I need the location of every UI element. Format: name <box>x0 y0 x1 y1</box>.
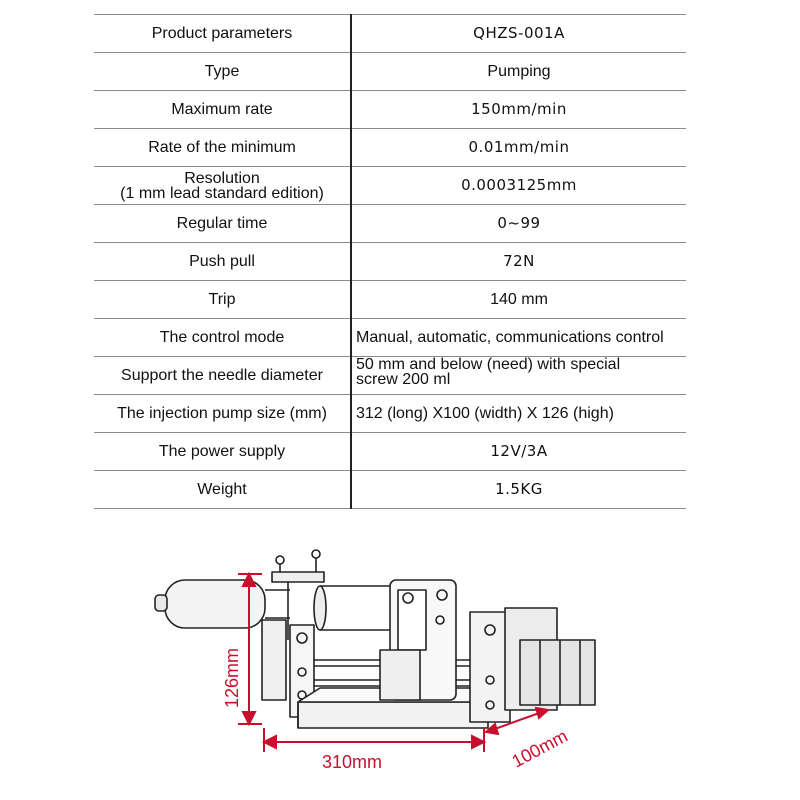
table-row <box>94 91 686 129</box>
param-label-sub: (1 mm lead standard edition) <box>120 184 324 202</box>
param-value: 0.01mm/min <box>468 138 570 156</box>
param-label: Maximum rate <box>171 101 273 118</box>
param-label: Support the needle diameter <box>121 367 323 384</box>
dim-length-label: 310mm <box>322 752 383 772</box>
param-value: Manual, automatic, communications control <box>356 329 664 346</box>
table-row <box>94 205 686 243</box>
param-label: Weight <box>197 481 247 498</box>
table-row <box>94 319 686 357</box>
param-value: 12V/3A <box>490 442 548 460</box>
param-value: 0.0003125mm <box>461 176 577 194</box>
table-row <box>94 281 686 319</box>
param-label: Product parameters <box>151 25 293 42</box>
param-value-multiline <box>356 357 716 394</box>
param-value: 0~99 <box>497 214 541 232</box>
param-value: 1.5KG <box>495 480 543 498</box>
param-value: QHZS-001A <box>473 24 565 42</box>
table-row <box>94 243 686 281</box>
param-value: 140 mm <box>490 291 548 308</box>
param-value: 312 (long) X100 (width) X 126 (high) <box>356 405 614 422</box>
param-label: Type <box>204 63 240 80</box>
param-label: Regular time <box>176 215 268 232</box>
table-row <box>94 14 686 53</box>
param-value-sub: screw 200 ml <box>356 371 451 388</box>
dim-height-label: 126mm <box>222 647 242 708</box>
param-label-multiline <box>94 167 350 204</box>
lead-screw <box>314 586 396 630</box>
param-value: 72N <box>503 252 535 270</box>
param-label: The injection pump size (mm) <box>117 405 327 422</box>
param-label: Resolution <box>184 169 260 187</box>
table-row <box>94 53 686 91</box>
table-row <box>94 357 686 395</box>
param-label: Trip <box>208 291 236 308</box>
pusher-carriage <box>380 580 456 700</box>
param-label: The control mode <box>159 329 285 346</box>
param-value: Pumping <box>487 63 551 80</box>
syringe-pump-drawing <box>0 490 800 800</box>
table-row <box>94 395 686 433</box>
param-label: Push pull <box>189 253 255 270</box>
param-value: 150mm/min <box>471 100 567 118</box>
stepper-motor <box>520 640 595 705</box>
param-label: The power supply <box>158 443 286 460</box>
table-row <box>94 129 686 167</box>
param-value: 50 mm and below (need) with special <box>356 356 621 373</box>
spec-table <box>94 14 686 509</box>
table-row <box>94 433 686 471</box>
dim-width-label: 100mm <box>508 725 571 772</box>
table-row <box>94 167 686 205</box>
param-label: Rate of the minimum <box>148 139 296 156</box>
